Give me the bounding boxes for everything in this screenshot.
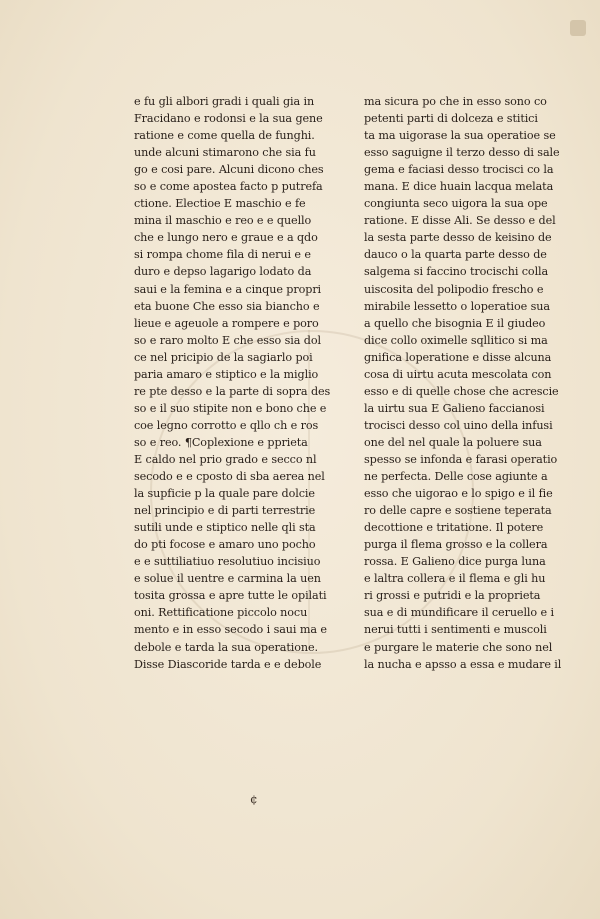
text-line: cosa di uirtu acuta mescolata con [364,367,552,381]
text-line: la sesta parte desso de keisino de [364,231,552,245]
text-line: unde alcuni stimarono che sia fu [134,146,316,160]
text-line: si rompa chome fila di nerui e e [134,248,311,262]
text-line: so e come apostea facto p putrefa [134,180,323,194]
text-line: e e suttiliatiuo resolutiuo incisiuo [134,555,321,569]
text-line: ro delle capre e sostiene teperata [364,504,552,518]
text-line: ne perfecta. Delle cose agiunte a [364,470,548,484]
text-line: petenti parti di dolceza e stitici [364,112,538,126]
text-line: ratione e come quella de funghi. [134,129,315,143]
text-line: gnifica loperatione e disse alcuna [364,350,552,364]
footer-signature-mark: ¢ [250,792,258,806]
text-line: Disse Diascoride tarda e e debole [134,657,322,671]
text-line: trocisci desso col uino della infusi [364,418,553,432]
text-line: congiunta seco uigora la sua ope [364,197,548,211]
text-line: re pte desso e la parte di sopra des [134,384,331,398]
text-line: mana. E dice huain lacqua melata [364,180,554,194]
text-line: eta buone Che esso sia biancho e [134,299,320,313]
text-line: ce nel pricipio de la sagiarlo poi [134,350,313,364]
text-line: sua e di mundificare il ceruello e i [364,606,554,620]
text-line: one del nel quale la poluere sua [364,435,542,449]
text-line: spesso se infonda e farasi operatio [364,452,558,466]
text-line: sutili unde e stiptico nelle qli sta [134,521,316,535]
text-line: e solue il uentre e carmina la uen [134,572,321,586]
text-line: decottione e tritatione. Il potere [364,521,544,535]
text-line: esso saguigne il terzo desso di sale [364,146,560,160]
text-line: so e il suo stipite non e bono che e [134,401,327,415]
text-line: che e lungo nero e graue e a qdo [134,231,318,245]
text-line: e laltra collera e il flema e gli hu [364,572,546,586]
text-line: e fu gli albori gradi i quali gia in [134,95,315,108]
text-line: mirabile lessetto o loperatioe sua [364,299,550,313]
text-line: la supficie p la quale pare dolcie [134,487,315,501]
text-line: mento e in esso secodo i saui ma e [134,623,327,637]
text-line: la uirtu sua E Galieno faccianosi [364,401,545,415]
text-line: nerui tutti i sentimenti e muscoli [364,623,547,637]
text-line: paria amaro e stiptico e la miglio [134,367,319,381]
text-line: esso e di quelle chose che acrescie [364,384,559,398]
text-line: oni. Rettificatione piccolo nocu [134,606,308,620]
text-line: e purgare le materie che sono nel [364,640,553,654]
text-line: go e cosi pare. Alcuni dicono ches [134,163,324,177]
text-line: duro e depso lagarigo lodato da [134,265,312,279]
text-line: mina il maschio e reo e e quello [134,214,312,228]
right-text-column [364,93,569,673]
text-line: ma sicura po che in esso sono co [364,95,547,108]
text-line: la nucha e apsso a essa e mudare il [364,657,562,671]
page-corner-mark [570,20,586,36]
text-line: ri grossi e putridi e la proprieta [364,589,541,603]
left-text-column [134,93,339,673]
text-line: gema e faciasi desso trocisci co la [364,163,554,177]
text-line: a quello che bisognia E il giudeo [364,316,546,330]
text-line: uiscosita del polipodio frescho e [364,282,544,296]
text-line: so e reo. ¶Coplexione e pprieta [134,435,308,449]
text-line: dice collo oximelle sqllitico si ma [364,333,548,347]
text-line: E caldo nel prio grado e secco nl [134,452,317,466]
text-line: so e raro molto E che esso sia dol [134,333,321,347]
text-line: esso che uigorao e lo spigo e il fie [364,487,553,501]
text-line: dauco o la quarta parte desso de [364,248,547,262]
text-line: salgema si faccino trocischi colla [364,265,549,279]
text-line: secodo e e cposto di sba aerea nel [134,470,325,484]
text-line: Fracidano e rodonsi e la sua gene [134,112,323,126]
text-line: lieue e ageuole a rompere e poro [134,316,319,330]
text-line: saui e la femina e a cinque propri [134,282,322,296]
text-line: ratione. E disse Ali. Se desso e del [364,214,556,228]
text-line: do pti focose e amaro uno pocho [134,538,316,552]
text-line: ctione. Electioe E maschio e fe [134,197,306,211]
text-line: ta ma uigorase la sua operatioe se [364,129,556,143]
text-line: purga il flema grosso e la collera [364,538,548,552]
text-line: rossa. E Galieno dice purga luna [364,555,546,569]
text-line: debole e tarda la sua operatione. [134,640,318,654]
text-line: coe legno corrotto e qllo ch e ros [134,418,319,432]
text-line: tosita grossa e apre tutte le opilati [134,589,327,603]
text-line: nel principio e di parti terrestrie [134,504,316,518]
